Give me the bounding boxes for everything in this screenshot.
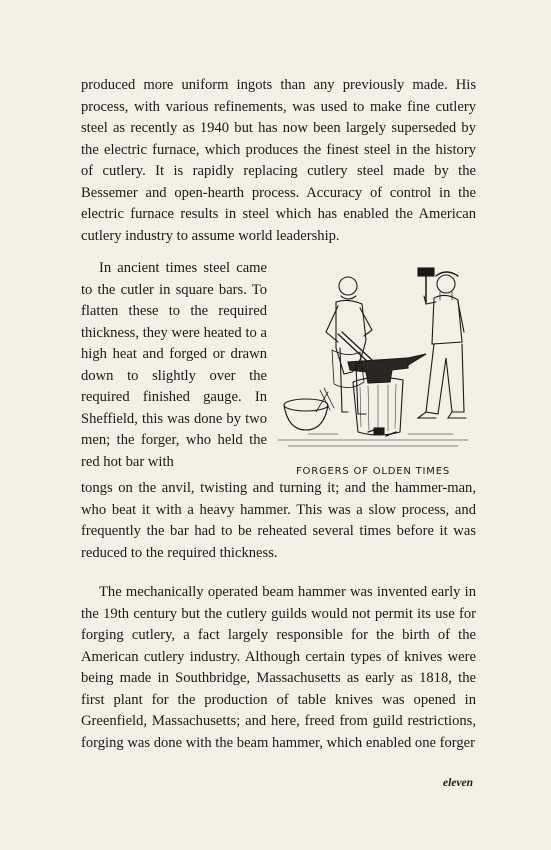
figure-caption: FORGERS OF OLDEN TIMES: [296, 466, 450, 477]
paragraph-2-wrapped: In ancient times steel came to the cutler in square bars. To flatten these to the required thickness, they were heated to a high heat and forged or drawn down to slightly over the required finished gauge. In Sheffield, this was done by two men; the forger, who held the red hot bar with: [81, 260, 267, 470]
page-number: eleven: [442, 777, 473, 789]
paragraph-3: The mechanically operated beam hammer was invented early in the 19th century but the cutlery guilds would not permit its use for forging cutlery, a fact largely responsible for the birth of the American cutlery industry. Although certain types of knives were being made in Southbridge, Massachusetts as early as 1818, the first plant for the production of table knives was opened in Greenfield, Massachusetts; and here, freed from guild restrictions, forging was done with the beam hammer, which enabled one forger: [81, 584, 476, 751]
paragraph-2-continued: tongs on the anvil, twisting and turning it; and the hammer-man, who beat it with a heavy hammer. This was a slow process, and frequently the bar had to be reheated several times before it was reduced to the required thickness.: [81, 480, 476, 561]
forgers-illustration: [268, 262, 478, 477]
forgers-drawing: [268, 262, 478, 462]
paragraph-1: produced more uniform ingots than any previously made. His process, with various refinements, was used to make fine cutlery steel as recently as 1940 but has now been largely superseded by the electric furnace, which produces the finest steel in the history of cutlery. It is rapidly replacing cutlery steel made by the Bessemer and open-hearth process. Accuracy of control in the electric furnace results in steel which has enabled the American cutlery industry to assume world leadership.: [81, 77, 476, 244]
